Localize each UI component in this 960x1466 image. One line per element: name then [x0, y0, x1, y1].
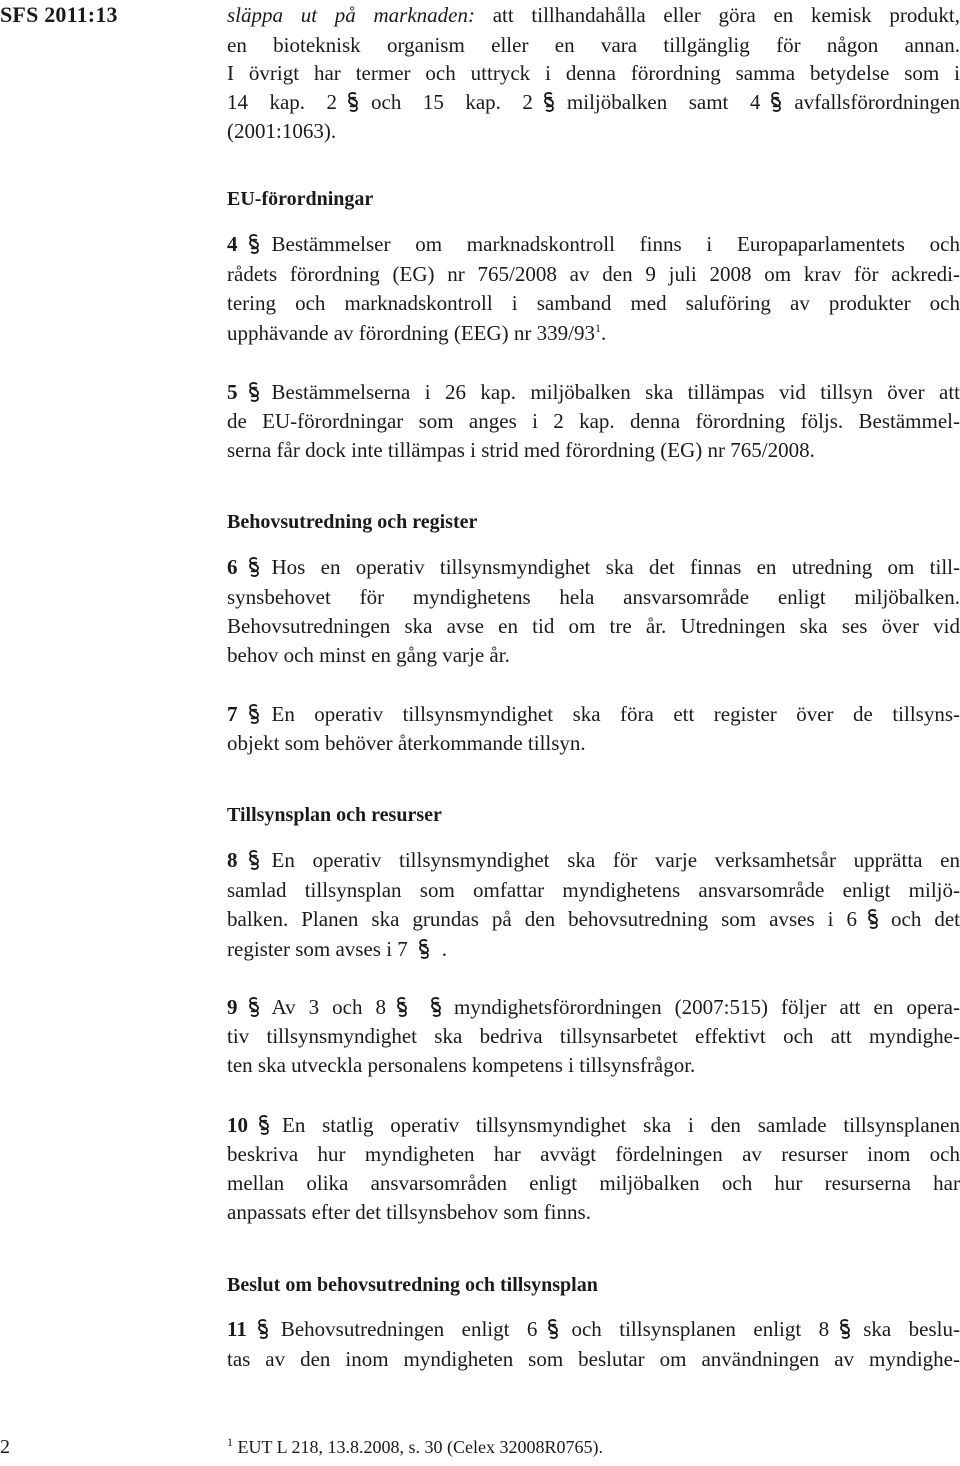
section-sign-icon: [244, 996, 264, 1018]
paragraph-8-line-3: balken. Planen ska grundas på den behovsutredning som avses i 6 och det: [227, 907, 960, 931]
section-sign-icon: [543, 1318, 563, 1340]
paragraph-11-line-1: 11 Behovsutredningen enligt 6 och tillsynsplanen enligt 8 ska beslu-: [227, 1317, 960, 1341]
section-sign-icon: [863, 908, 883, 930]
paragraph-10-line-3: mellan olika ansvarsområden enligt miljöbalken och hur resurserna har: [227, 1171, 960, 1195]
heading-eu-forordningar: EU-förordningar: [227, 188, 374, 210]
paragraph-8-line-2: samlad tillsynsplan som omfattar myndighetens ansvarsområde enligt miljö-: [227, 878, 960, 902]
intro-line-1: släppa ut på marknaden: att tillhandahålla eller göra en kemisk produkt,: [227, 3, 960, 27]
page-number: 2: [0, 1436, 10, 1458]
paragraph-8-line-4: register som avses i 7 .: [227, 937, 448, 961]
heading-beslut: Beslut om behovsutredning och tillsynsplan: [227, 1274, 598, 1296]
paragraph-9-line-1: 9 Av 3 och 8 myndighetsförordningen (2007:515) följer att en opera-: [227, 995, 960, 1019]
paragraph-4-line-2: rådets förordning (EG) nr 765/2008 av den 9 juli 2008 om krav för ackredi-: [227, 262, 960, 286]
intro-line-2: en bioteknisk organism eller en vara tillgänglig för någon annan.: [227, 33, 960, 57]
defined-term: släppa ut på marknaden:: [227, 3, 475, 27]
heading-behovsutredning: Behovsutredning och register: [227, 511, 478, 533]
section-sign-icon: [244, 233, 264, 255]
footnote-marker: 1: [227, 1435, 233, 1449]
section-sign-icon: [244, 556, 264, 578]
paragraph-7-line-2: objekt som behöver återkommande tillsyn.: [227, 731, 586, 755]
section-sign-icon: [244, 849, 264, 871]
section-sign-icon: [539, 91, 559, 113]
footnote-text: EUT L 218, 13.8.2008, s. 30 (Celex 32008R0765).: [233, 1437, 603, 1457]
footnote: [227, 1437, 603, 1458]
paragraph-11-line-2: tas av den inom myndigheten som beslutar om användningen av myndighe-: [227, 1347, 960, 1371]
paragraph-4-line-1: 4 Bestämmelser om marknadskontroll finns i Europaparlamentets och: [227, 232, 960, 256]
intro-line-5: (2001:1063).: [227, 119, 337, 143]
paragraph-9-line-3: ten ska utveckla personalens kompetens i tillsynsfrågor.: [227, 1053, 696, 1077]
paragraph-6-line-4: behov och minst en gång varje år.: [227, 643, 510, 667]
section-sign-icon: [835, 1318, 855, 1340]
section-sign-icon: [392, 996, 412, 1018]
paragraph-4-line-3: tering och marknadskontroll i samband med saluföring av produkter och: [227, 291, 960, 315]
intro-line-4: 14 kap. 2 och 15 kap. 2 miljöbalken samt 4 avfallsförordningen: [227, 90, 960, 114]
paragraph-6-line-3: Behovsutredningen ska avse en tid om tre år. Utredningen ska ses över vid: [227, 614, 960, 638]
paragraph-10-line-4: anpassats efter det tillsynsbehov som finns.: [227, 1200, 591, 1224]
paragraph-5-line-3: serna får dock inte tillämpas i strid med förordning (EG) nr 765/2008.: [227, 438, 815, 462]
paragraph-6-line-1: 6 Hos en operativ tillsynsmyndighet ska det finnas en utredning om till-: [227, 555, 960, 579]
section-sign-icon: [414, 938, 434, 960]
paragraph-5-line-1: 5 Bestämmelserna i 26 kap. miljöbalken ska tillämpas vid tillsyn över att: [227, 380, 960, 404]
paragraph-7-line-1: 7 En operativ tillsynsmyndighet ska föra ett register över de tillsyns-: [227, 702, 960, 726]
section-sign-icon: [253, 1318, 273, 1340]
section-sign-icon: [426, 996, 446, 1018]
sfs-number-label: SFS 2011:13: [0, 2, 118, 27]
paragraph-5-line-2: de EU-förordningar som anges i 2 kap. denna förordning följs. Bestämmel-: [227, 409, 960, 433]
paragraph-6-line-2: synsbehovet för myndighetens hela ansvarsområde enligt miljöbalken.: [227, 585, 960, 609]
footnote-reference[interactable]: 1: [594, 321, 601, 335]
intro-line-3: I övrigt har termer och uttryck i denna förordning samma betydelse som i: [227, 61, 960, 85]
paragraph-9-line-2: tiv tillsynsmyndighet ska bedriva tillsynsarbetet effektivt och att myndighe-: [227, 1024, 960, 1048]
section-sign-icon: [244, 703, 264, 725]
paragraph-8-line-1: 8 En operativ tillsynsmyndighet ska för varje verksamhetsår upprätta en: [227, 848, 960, 872]
paragraph-10-line-1: 10 En statlig operativ tillsynsmyndighet ska i den samlade tillsynsplanen: [227, 1113, 960, 1137]
paragraph-10-line-2: beskriva hur myndigheten har avvägt fördelningen av resurser inom och: [227, 1142, 960, 1166]
paragraph-4-line-4: upphävande av förordning (EEG) nr $339/93^1$.: [227, 321, 607, 345]
heading-tillsynsplan: Tillsynsplan och resurser: [227, 804, 442, 826]
section-sign-icon: [343, 91, 363, 113]
section-sign-icon: [244, 381, 264, 403]
section-sign-icon: [254, 1114, 274, 1136]
section-sign-icon: [766, 91, 786, 113]
